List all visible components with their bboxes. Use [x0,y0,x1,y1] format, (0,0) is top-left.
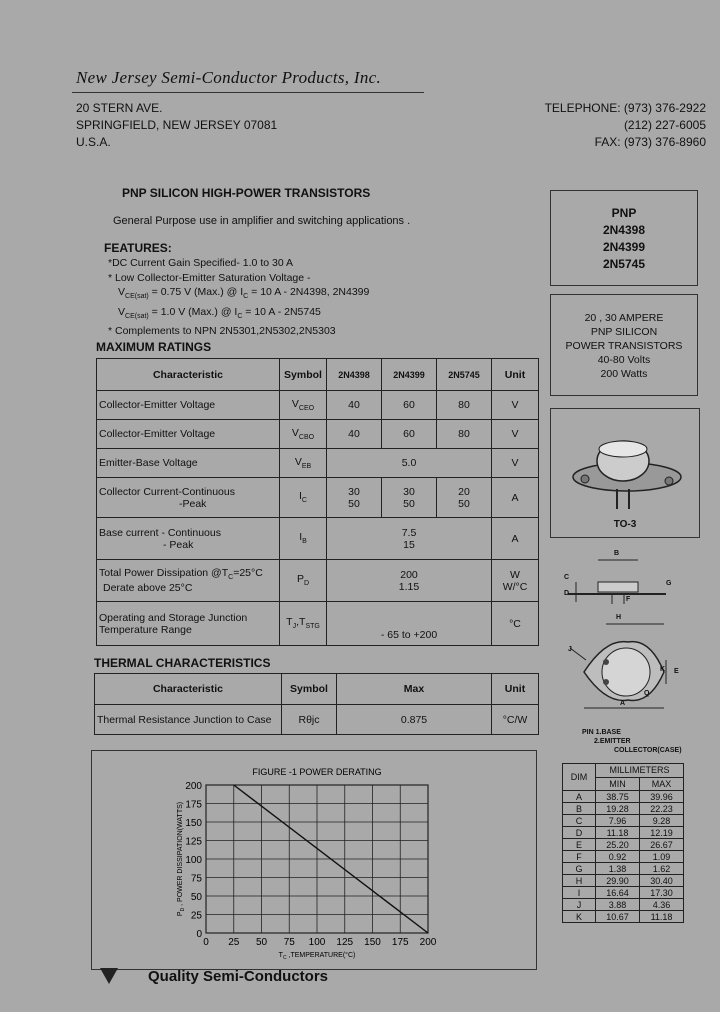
col-header: DIM [563,764,596,791]
value-cell [437,478,492,518]
value-cell: 0.875 [337,705,492,735]
dim-letter: G [666,580,672,587]
x-tick-label: 175 [391,937,409,948]
char-line: - Peak [163,538,194,551]
part-number: 2N4398 [602,223,646,237]
i-sub: C [243,293,249,301]
dim-max-cell: 12.19 [639,827,683,839]
char-line: Derate above 25°C [103,581,193,594]
dim-dim-cell: D [563,827,596,839]
char-text: =25°C [233,567,263,580]
value: 50 [403,497,415,510]
dim-min-cell: 11.18 [596,827,640,839]
x-tick-label: 125 [336,937,354,948]
x-axis-label [279,951,356,961]
pin-label: COLLECTOR(CASE) [614,747,682,754]
value-cell: 40 [327,420,382,449]
company-name: New Jersey Semi-Conductor Products, Inc. [76,68,382,87]
package-box [550,408,700,538]
max-ratings-heading: MAXIMUM RATINGS [96,340,212,354]
char-sub: C [228,574,234,582]
address-line: SPRINGFIELD, NEW JERSEY 07081 [76,118,278,132]
table-row [97,449,539,478]
sym-sub: STG [305,623,320,631]
x-axis-label-part: ,TEMPERATURE(°C) [286,952,356,959]
dim-dim-cell: C [563,815,596,827]
dim-dim-cell: E [563,839,596,851]
value-cell [327,478,382,518]
part-number: 2N4399 [602,240,646,254]
y-tick-label: 50 [190,892,202,903]
char-text: Total Power Dissipation @T [99,567,229,580]
unit-cell: °C [492,602,539,646]
dim-letter: C [564,574,570,581]
table-row [563,815,684,827]
value-cell: 80 [437,391,492,420]
dim-max-cell: 11.18 [639,911,683,923]
outline-drawing [546,542,700,752]
sym: V [291,397,299,410]
unit-cell: V [492,449,539,478]
x-tick-label: 25 [228,937,240,948]
x-tick-label: 75 [283,937,295,948]
unit-cell: A [492,478,539,518]
y-axis-label-part: P [177,911,184,917]
sym-sub: EB [301,463,312,471]
value: 15 [403,538,415,551]
feature-item: * Complements to NPN 2N5301,2N5302,2N5303 [108,325,336,338]
v-sub: CE(sat) [125,312,149,320]
table-row [563,851,684,863]
dim-max-cell: 9.28 [639,815,683,827]
feature-item [108,285,369,305]
symbol-cell [280,518,327,560]
char-line: -Peak [179,497,207,510]
dim-letter: H [616,614,622,621]
polarity: PNP [611,206,637,220]
v-symbol: V [118,286,126,298]
rating-summary-box [550,294,698,396]
unit-cell: A [492,518,539,560]
doc-title: PNP SILICON HIGH-POWER TRANSISTORS [122,186,371,200]
pin-legend [582,728,682,755]
y-tick-label: 25 [190,910,202,922]
value: 30 [348,485,360,498]
summary-line: PNP SILICON [590,326,658,338]
dim-min-cell: 7.96 [596,815,640,827]
symbol-cell [280,602,327,646]
power-derating-chart [92,751,536,969]
description: General Purpose use in amplifier and switching applications . [113,215,411,227]
char-cell [97,518,280,560]
sym-sub: CBO [298,434,315,442]
char-cell: Thermal Resistance Junction to Case [95,705,282,735]
feature-text: = 1.0 V (Max.) @ I [151,305,238,318]
col-header: Characteristic [95,674,282,705]
value-cell: - 65 to +200 [327,602,492,646]
dim-max-cell: 30.40 [639,875,683,887]
logo-triangle-icon [98,966,120,986]
part-number-box [550,190,698,286]
value: 1.15 [398,580,420,593]
table-row [563,863,684,875]
value: 200 [400,568,418,581]
dim-min-cell: 25.20 [596,839,640,851]
value-cell [327,560,492,602]
dim-letter: E [674,668,679,675]
dim-min-cell: 3.88 [596,899,640,911]
table-row [97,602,539,646]
dim-max-cell: 17.30 [639,887,683,899]
sym: V [291,426,299,439]
dim-letter: F [626,596,631,603]
dim-max-cell: 26.67 [639,839,683,851]
sym: I [299,490,302,503]
package-label: TO-3 [613,519,637,530]
symbol-cell [280,560,327,602]
dimension-table [562,763,684,923]
table-row [563,839,684,851]
dim-max-cell: 1.62 [639,863,683,875]
table-header-row [97,359,539,391]
char-line: Base current - Continuous [99,526,221,539]
feature-text: = 10 A - 2N4398, 2N4399 [251,286,370,298]
table-row [97,560,539,602]
dim-dim-cell: F [563,851,596,863]
unit-cell: °C/W [492,705,539,735]
char-cell [97,478,280,518]
dim-min-cell: 1.38 [596,863,640,875]
char-cell [97,602,280,646]
telephone: TELEPHONE: (973) 376-2922 [544,101,706,115]
col-header: MIN [596,777,640,791]
table-row [563,791,684,803]
col-header: MILLIMETERS [596,764,684,778]
char-line: Collector Current-Continuous [99,485,235,498]
feature-item [108,305,369,325]
table-row [563,887,684,899]
unit-cell [492,560,539,602]
y-tick-label: 125 [185,836,202,848]
dim-dim-cell: K [563,911,596,923]
sym: T [286,616,293,629]
value-cell [382,478,437,518]
dim-min-cell: 16.64 [596,887,640,899]
summary-line: 200 Watts [600,368,648,380]
pin-label: PIN 1.BASE [582,729,621,736]
feature-item: *DC Current Gain Specified- 1.0 to 30 A [108,257,294,269]
col-header: MAX [639,777,683,791]
value: 30 [403,485,415,498]
value-cell: 40 [327,391,382,420]
unit: W [510,568,520,581]
dim-dim-cell: B [563,803,596,815]
col-header: Max [337,674,492,705]
address-line: 20 STERN AVE. [76,101,163,115]
sym-sub: J [292,623,297,631]
sym-sub: CEO [298,405,315,413]
x-tick-label: 200 [419,937,437,948]
x-tick-label: 150 [364,937,381,948]
y-axis-label-part: D [180,907,186,912]
table-row [563,875,684,887]
dim-min-cell: 10.67 [596,911,640,923]
char-line: Operating and Storage Junction [99,611,248,624]
col-header: Symbol [282,674,337,705]
unit: W/°C [502,580,528,593]
chart-title: FIGURE -1 POWER DERATING [252,767,382,777]
col-header: 2N4399 [382,359,437,391]
v-sub: CE(sat) [125,293,149,301]
x-tick-label: 0 [203,937,209,948]
i-sub: C [237,312,243,320]
table-row [563,911,684,923]
table-header-row [95,674,539,705]
y-tick-label: 100 [185,855,202,866]
max-ratings-table [96,358,539,646]
value: 50 [348,497,360,510]
table-row [97,420,539,449]
y-tick-label: 175 [185,799,202,811]
dim-dim-cell: H [563,875,596,887]
unit-cell: V [492,420,539,449]
summary-line: POWER TRANSISTORS [565,340,683,352]
dim-letter: K [660,666,666,673]
symbol-cell [280,449,327,478]
value-cell: 60 [382,391,437,420]
symbol-cell: Rθjc [282,705,337,735]
feature-text: = 10 A - 2N5745 [245,305,321,318]
dim-max-cell: 22.23 [639,803,683,815]
table-row [97,478,539,518]
telephone-2: (212) 227-6005 [623,118,706,132]
sym: P [296,573,304,586]
char-cell: Emitter-Base Voltage [97,449,280,478]
dim-dim-cell: J [563,899,596,911]
unit-cell: V [492,391,539,420]
dim-max-cell: 1.09 [639,851,683,863]
char-cell: Collector-Emitter Voltage [97,391,280,420]
x-axis-label-part: T [278,952,283,959]
table-row [563,827,684,839]
char-line [99,567,277,581]
value: 20 [458,485,470,498]
y-tick-label: 150 [185,818,202,829]
symbol-cell [280,478,327,518]
dim-dim-cell: G [563,863,596,875]
x-axis-label-part: C [282,955,287,961]
dim-letter: B [614,550,620,557]
thermal-table [94,673,539,735]
summary-line: 20 , 30 AMPERE [584,312,664,324]
table-row [95,705,539,735]
value-cell: 80 [437,420,492,449]
feature-item: * Low Collector-Emitter Saturation Voltage - [108,271,311,284]
dim-min-cell: 38.75 [596,791,640,803]
sym: V [294,455,302,468]
y-tick-label: 75 [190,873,202,885]
sym-sub: D [303,580,310,588]
dim-letter: J [568,646,572,653]
symbol-cell [280,420,327,449]
table-row [563,899,684,911]
part-number: 2N5745 [602,257,646,271]
col-header: Unit [492,359,539,391]
dim-dim-cell: I [563,887,596,899]
dim-min-cell: 19.28 [596,803,640,815]
dim-letter: D [564,590,570,597]
sym: ,T [296,616,306,629]
dimension-rows [563,791,684,923]
sym-sub: C [301,497,307,505]
symbol-cell [280,391,327,420]
feature-text: = 0.75 V (Max.) @ I [151,286,244,298]
table-header-row [563,764,684,778]
value-cell: 5.0 [327,449,492,478]
x-tick-label: 50 [255,937,268,948]
char-cell: Collector-Emitter Voltage [97,420,280,449]
char-cell [97,560,280,602]
dim-dim-cell: A [563,791,596,803]
table-row [563,803,684,815]
y-axis-label-part: , POWER DISSIPATION(WATTS) [177,801,184,908]
col-header: Unit [492,674,539,705]
dim-letter: A [620,700,626,707]
summary-line: 40-80 Volts [597,354,651,366]
header-rule [72,92,424,93]
dim-min-cell: 0.92 [596,851,640,863]
col-header: 2N4398 [327,359,382,391]
col-header: Symbol [280,359,327,391]
value-cell [327,518,492,560]
dim-max-cell: 4.36 [639,899,683,911]
table-row [97,391,539,420]
footer-tagline: Quality Semi-Conductors [148,968,329,985]
sym-sub: B [302,538,307,546]
col-header: Characteristic [97,359,280,391]
sym: I [299,531,303,544]
features-list [108,256,369,339]
value: 50 [458,497,470,510]
address-block [76,100,277,151]
dim-max-cell: 39.96 [639,791,683,803]
x-tick-label: 100 [308,937,326,948]
dim-min-cell: 29.90 [596,875,640,887]
chart-frame [91,750,537,970]
features-heading: FEATURES: [104,241,172,255]
table-row [97,518,539,560]
address-line: U.S.A. [76,135,111,149]
thermal-heading: THERMAL CHARACTERISTICS [94,656,271,670]
col-header: 2N5745 [437,359,492,391]
phone-block [545,100,706,151]
dim-letter: Q [644,690,650,697]
y-tick-label: 0 [196,929,202,940]
y-tick-label: 200 [185,781,202,792]
value-cell: 60 [382,420,437,449]
v-symbol: V [118,305,126,318]
fax: FAX: (973) 376-8960 [594,135,706,149]
value: 7.5 [401,526,417,539]
pin-label: 2.EMITTER [594,738,631,745]
char-line: Temperature Range [99,623,192,636]
